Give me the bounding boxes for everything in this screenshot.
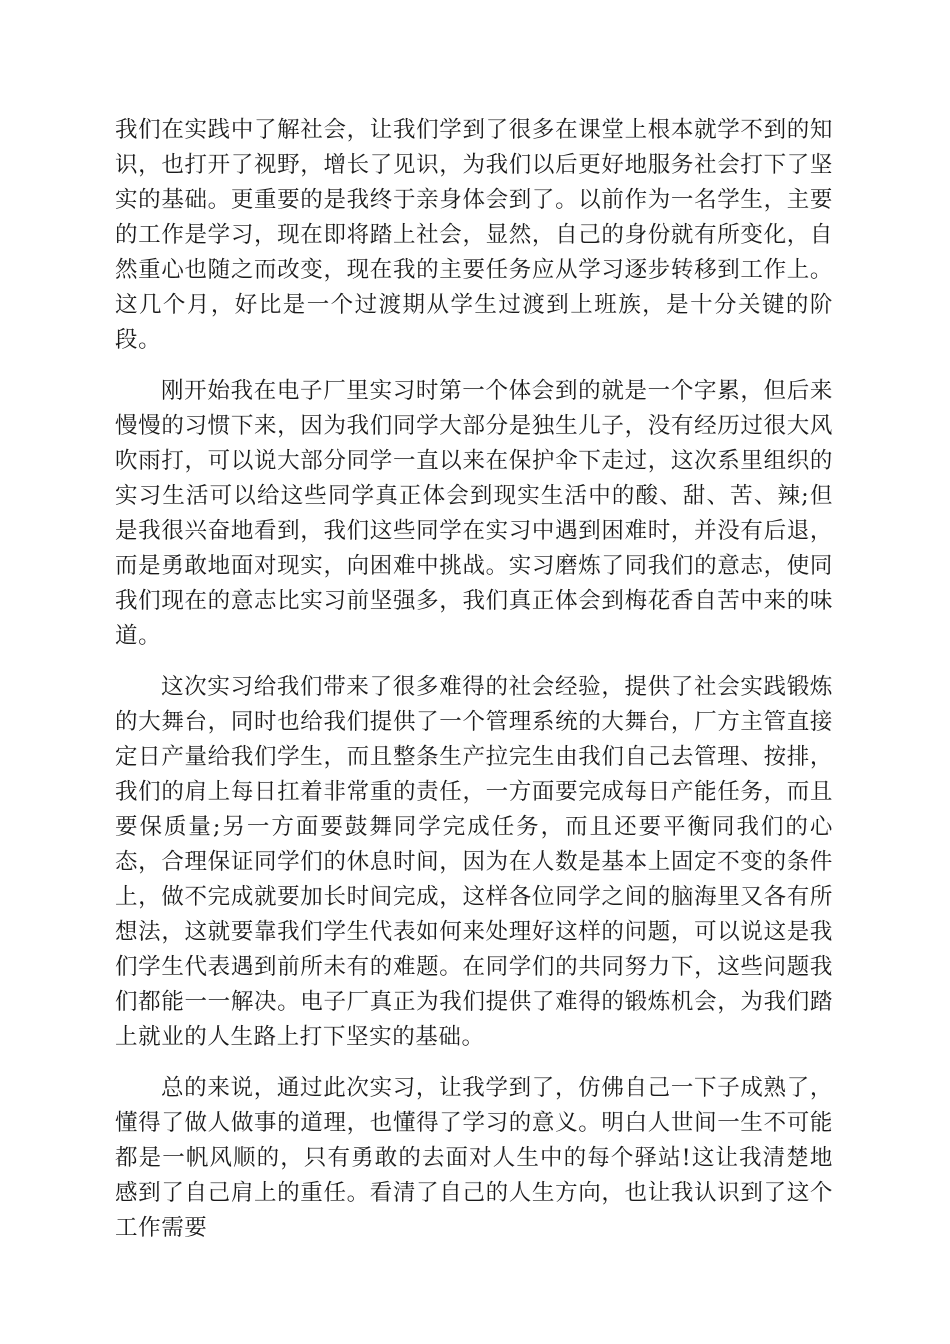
paragraph-4: 总的来说，通过此次实习，让我学到了，仿佛自己一下子成熟了，懂得了做人做事的道理，也懂得了学习的意义。明白人世间一生不可能都是一帆风顺的，只有勇敢的去面对人生中的每个驿站!这让我清楚地感到了自己肩上的重任。看清了自己的人生方向，也让我认识到了这个工作需要: [115, 1075, 833, 1241]
document-body: [115, 113, 833, 1262]
paragraph-1: 我们在实践中了解社会，让我们学到了很多在课堂上根本就学不到的知识，也打开了视野，增长了见识，为我们以后更好地服务社会打下了坚实的基础。更重要的是我终于亲身体会到了。以前作为一名学生，主要的工作是学习，现在即将踏上社会，显然，自己的身份就有所变化，自然重心也随之而改变，现在我的主要任务应从学习逐步转移到工作上。这几个月，好比是一个过渡期从学生过渡到上班族，是十分关键的阶段。: [115, 117, 833, 353]
paragraph-3: 这次实习给我们带来了很多难得的社会经验，提供了社会实践锻炼的大舞台，同时也给我们提供了一个管理系统的大舞台，厂方主管直接定日产量给我们学生，而且整条生产拉完生由我们自己去管理、按排，我们的肩上每日扛着非常重的责任，一方面要完成每日产能任务，而且要保质量;另一方面要鼓舞同学完成任务，而且还要平衡同我们的心态，合理保证同学们的休息时间，因为在人数是基本上固定不变的条件上，做不完成就要加长时间完成，这样各位同学之间的脑海里又各有所想法，这就要靠我们学生代表如何来处理好这样的问题，可以说这是我们学生代表遇到前所未有的难题。在同学们的共同努力下，这些问题我们都能一一解决。电子厂真正为我们提供了难得的锻炼机会，为我们踏上就业的人生路上打下坚实的基础。: [115, 674, 833, 1050]
paragraph-2: 刚开始我在电子厂里实习时第一个体会到的就是一个字累，但后来慢慢的习惯下来，因为我们同学大部分是独生儿子，没有经历过很大风吹雨打，可以说大部分同学一直以来在保护伞下走过，这次系里组织的实习生活可以给这些同学真正体会到现实生活中的酸、甜、苦、辣;但是我很兴奋地看到，我们这些同学在实习中遇到困难时，并没有后退，而是勇敢地面对现实，向困难中挑战。实习磨炼了同我们的意志，使同我们现在的意志比实习前坚强多，我们真正体会到梅花香自苦中来的味道。: [115, 378, 833, 649]
